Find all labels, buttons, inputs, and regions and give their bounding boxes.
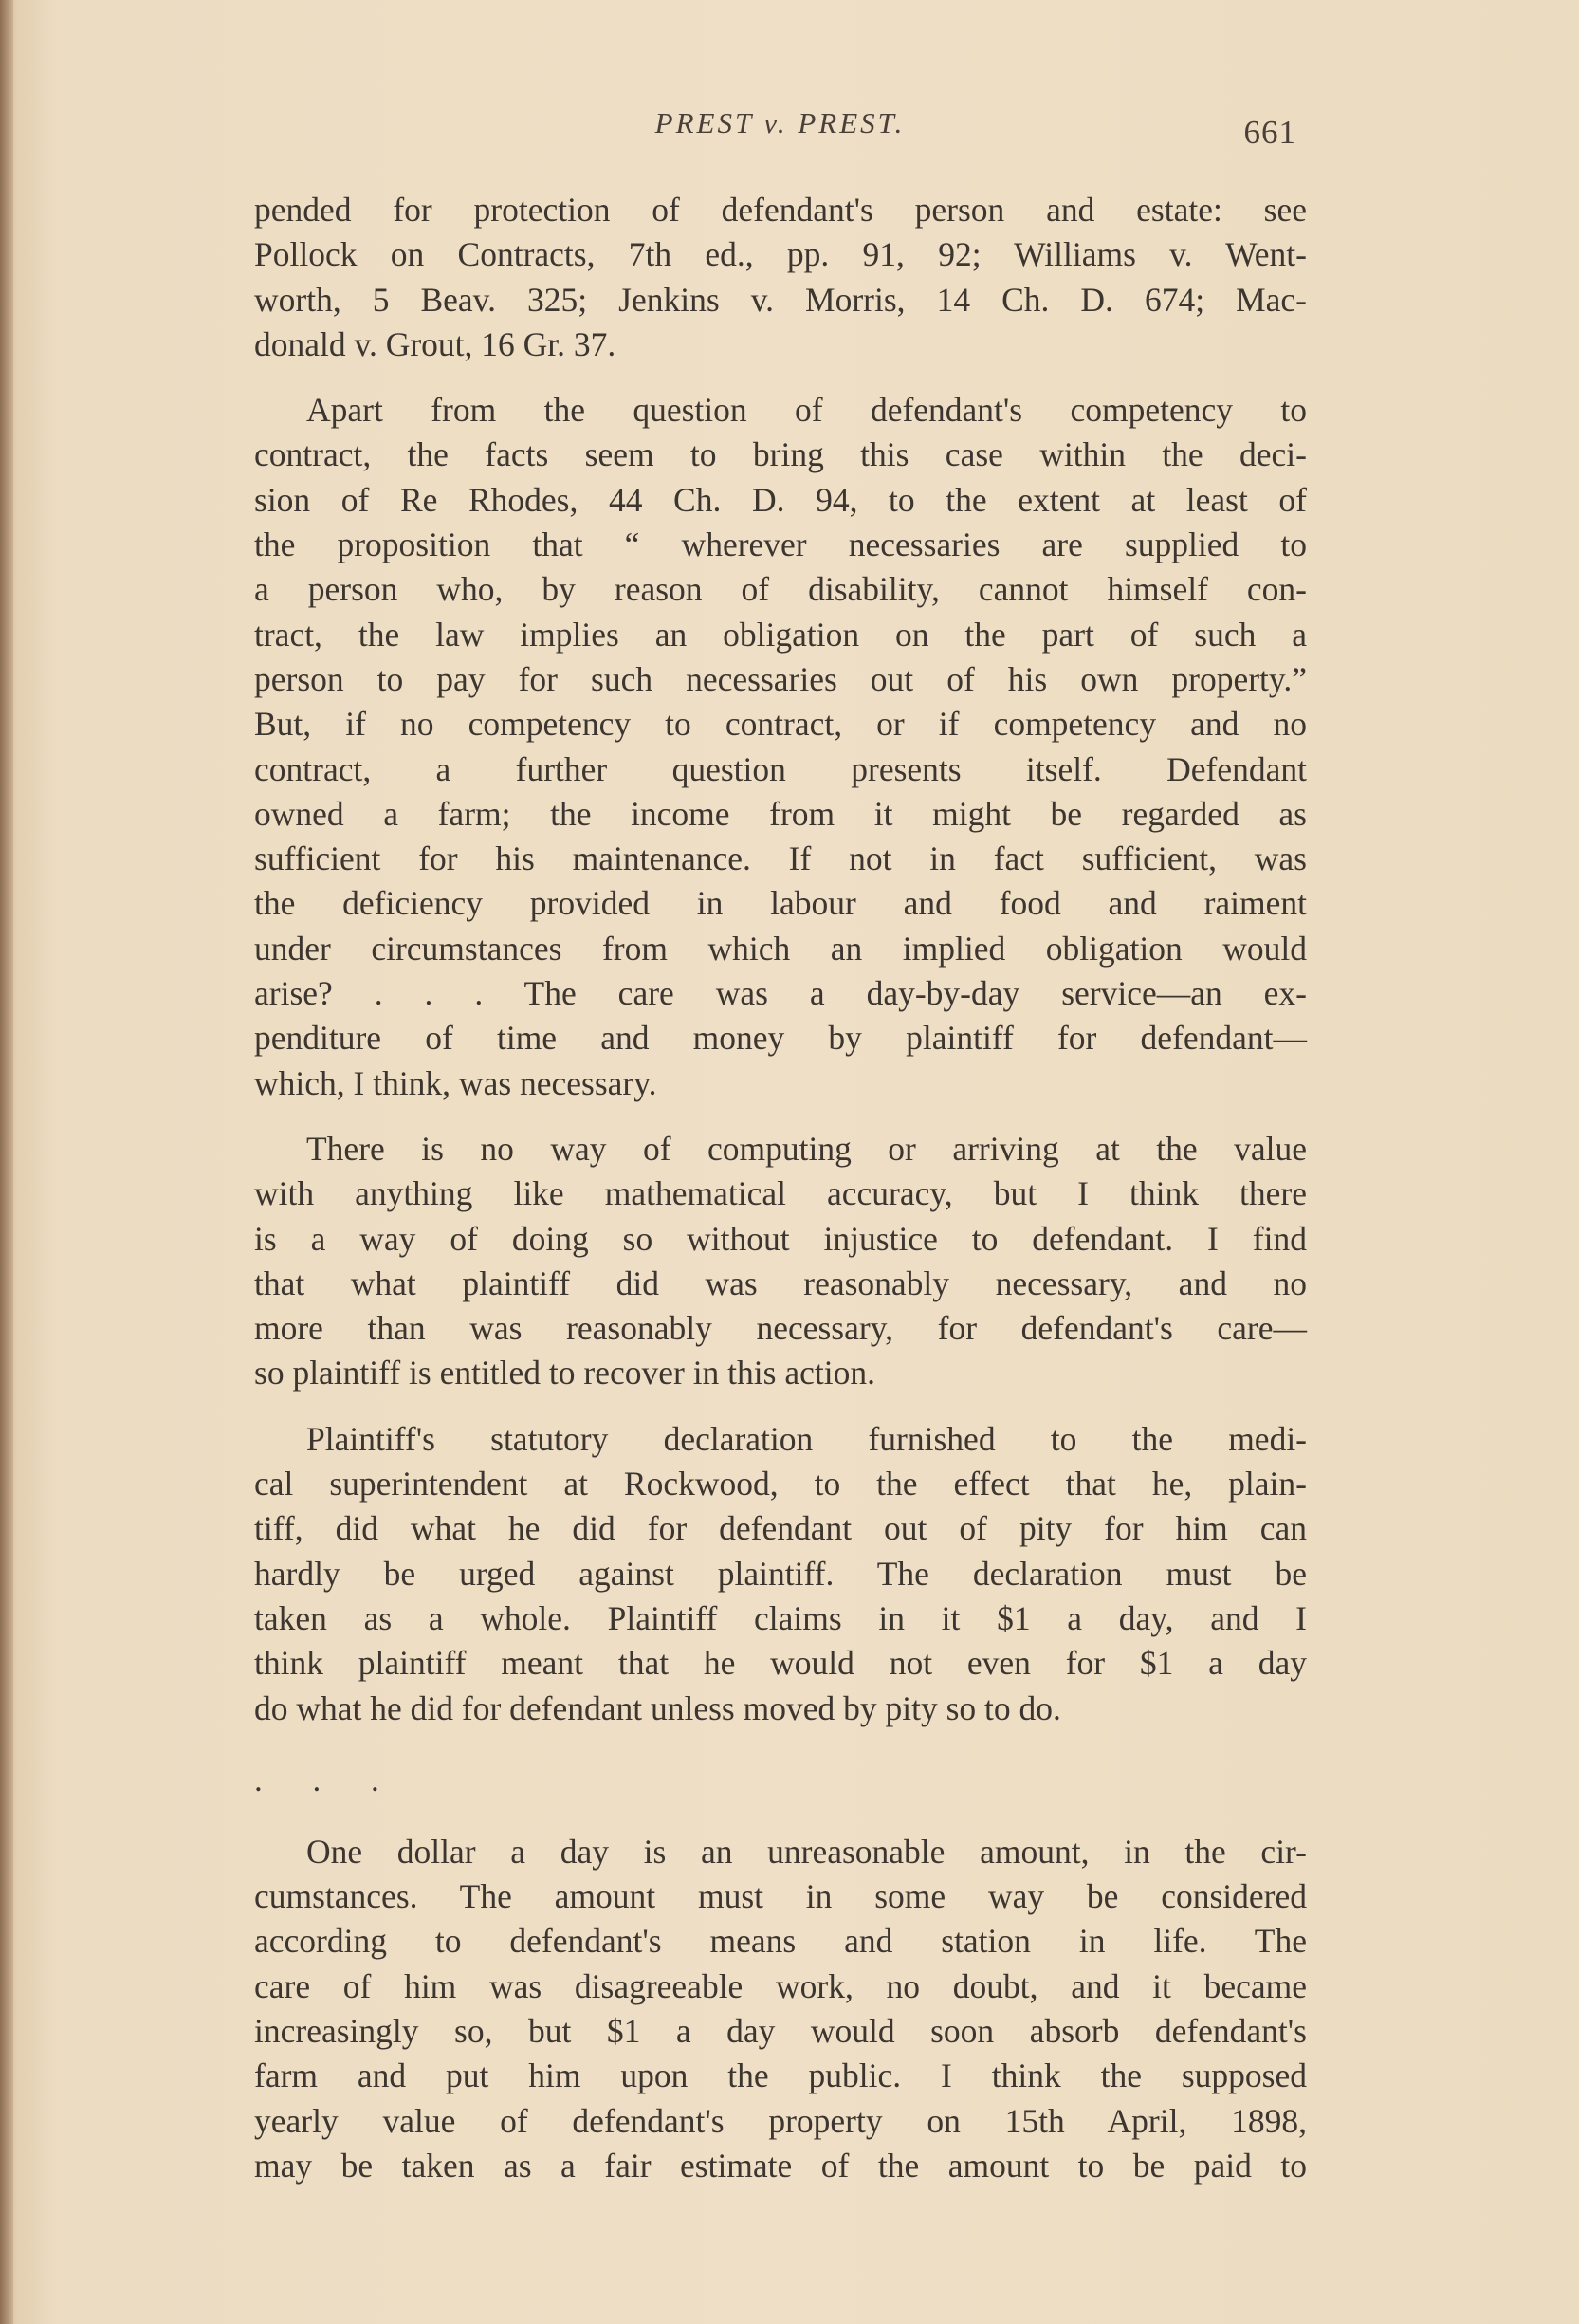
text-line: Pollock on Contracts, 7th ed., pp. 91, 92; Williams v. Went-: [254, 235, 1307, 274]
text-line: tiff, did what he did for defendant out of pity for him can: [254, 1509, 1307, 1548]
text-line: which, I think, was necessary.: [254, 1063, 657, 1102]
text-line: Apart from the question of defendant's competency to: [306, 391, 1307, 430]
text-line: Plaintiff's statutory declaration furnished to the medi-: [306, 1419, 1307, 1458]
text-line: worth, 5 Beav. 325; Jenkins v. Morris, 14 Ch. D. 674; Mac-: [254, 280, 1307, 319]
body-text: [254, 188, 1307, 2209]
text-line: contract, a further question presents itself. Defendant: [254, 749, 1307, 788]
text-line: may be taken as a fair estimate of the amount to be paid to: [254, 2146, 1307, 2185]
text-line: so plaintiff is entitled to recover in this action.: [254, 1354, 875, 1393]
text-line: owned a farm; the income from it might be regarded as: [254, 794, 1307, 833]
paragraph-2: [254, 388, 1307, 1106]
text-line: think plaintiff meant that he would not even for $1 a day: [254, 1644, 1307, 1683]
paragraph-4: [254, 1417, 1307, 1731]
text-line: cumstances. The amount must in some way be considered: [254, 1877, 1307, 1916]
text-line: that what plaintiff did was reasonably necessary, and no: [254, 1263, 1307, 1302]
text-line: under circumstances from which an implied obligation would: [254, 929, 1307, 968]
text-line: yearly value of defendant's property on 15th April, 1898,: [254, 2101, 1307, 2140]
ellipsis-break: . . .: [254, 1761, 400, 1798]
text-line: sufficient for his maintenance. If not in fact sufficient, was: [254, 839, 1307, 878]
text-line: care of him was disagreeable work, no doubt, and it became: [254, 1966, 1307, 2005]
page-spine-edge: [0, 0, 13, 2324]
text-line: with anything like mathematical accuracy, but I think there: [254, 1174, 1307, 1213]
text-line: arise? . . . The care was a day-by-day service—an ex-: [254, 974, 1307, 1013]
page-number: 661: [1243, 114, 1296, 151]
text-line: person to pay for such necessaries out of his own property.”: [254, 659, 1307, 698]
text-line: penditure of time and money by plaintiff for defendant—: [254, 1019, 1307, 1058]
text-line: according to defendant's means and station in life. The: [254, 1922, 1307, 1961]
text-line: contract, the facts seem to bring this case within the deci-: [254, 435, 1307, 474]
text-line: is a way of doing so without injustice to defendant. I find: [254, 1219, 1307, 1258]
text-line: the proposition that “ wherever necessaries are supplied to: [254, 526, 1307, 564]
paragraph-1: [254, 188, 1307, 367]
text-line: There is no way of computing or arriving at the value: [306, 1129, 1307, 1168]
text-line: cal superintendent at Rockwood, to the effect that he, plain-: [254, 1465, 1307, 1503]
text-line: farm and put him upon the public. I think the supposed: [254, 2057, 1307, 2095]
text-line: increasingly so, but $1 a day would soon absorb defendant's: [254, 2011, 1307, 2050]
text-line: a person who, by reason of disability, cannot himself con-: [254, 570, 1307, 609]
text-line: sion of Re Rhodes, 44 Ch. D. 94, to the extent at least of: [254, 480, 1307, 519]
running-title: PREST v. PREST.: [654, 106, 906, 139]
text-line: But, if no competency to contract, or if competency and no: [254, 705, 1307, 744]
text-line: more than was reasonably necessary, for defendant's care—: [254, 1309, 1307, 1348]
text-line: donald v. Grout, 16 Gr. 37.: [254, 324, 616, 363]
running-header: [256, 106, 1304, 163]
text-line: One dollar a day is an unreasonable amount, in the cir-: [306, 1832, 1307, 1871]
text-line: taken as a whole. Plaintiff claims in it $1 a day, and I: [254, 1598, 1307, 1637]
text-line: do what he did for defendant unless moved by pity so to do.: [254, 1688, 1061, 1727]
paragraph-5: [254, 1830, 1307, 2188]
text-line: tract, the law implies an obligation on the part of such a: [254, 615, 1307, 654]
text-line: hardly be urged against plaintiff. The declaration must be: [254, 1554, 1307, 1593]
paragraph-3: [254, 1127, 1307, 1396]
text-line: pended for protection of defendant's person and estate: see: [254, 191, 1307, 229]
text-line: the deficiency provided in labour and food and raiment: [254, 884, 1307, 923]
